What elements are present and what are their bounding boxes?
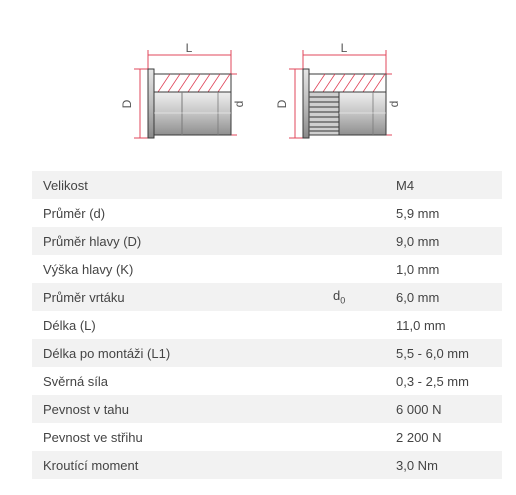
spec-value: 5,9 mm [396,199,502,227]
spec-row [32,283,502,311]
spec-symbol [333,311,396,339]
spec-row [32,171,502,199]
left-head-diameter-label: D [120,99,134,109]
spec-row [32,367,502,395]
spec-symbol [333,255,396,283]
spec-value: 3,0 Nm [396,451,502,479]
rivet-nut-drawing-smooth [120,41,246,138]
spec-symbol [333,199,396,227]
spec-row [32,227,502,255]
spec-row [32,255,502,283]
spec-row [32,395,502,423]
specifications-table [32,171,502,479]
spec-row [32,451,502,479]
spec-label: Velikost [32,171,333,199]
drawings-svg [0,0,516,160]
spec-label: Průměr (d) [32,199,333,227]
spec-label: Délka (L) [32,311,333,339]
technical-drawings [0,0,516,160]
spec-value: 9,0 mm [396,227,502,255]
spec-value: 5,5 - 6,0 mm [396,339,502,367]
spec-row [32,199,502,227]
left-length-label: L [185,41,193,55]
spec-row [32,339,502,367]
left-thread-diameter-label: d [232,100,246,108]
spec-symbol [333,227,396,255]
spec-value: M4 [396,171,502,199]
spec-label: Průměr hlavy (D) [32,227,333,255]
spec-symbol [333,395,396,423]
right-thread-diameter-label: d [387,100,401,108]
spec-label: Průměr vrtáku [32,283,333,311]
spec-label: Svěrná síla [32,367,333,395]
spec-value: 6 000 N [396,395,502,423]
spec-value: 0,3 - 2,5 mm [396,367,502,395]
spec-label: Kroutící moment [32,451,333,479]
right-head-diameter-label: D [275,99,289,109]
spec-value: 6,0 mm [396,283,502,311]
spec-label: Pevnost v tahu [32,395,333,423]
spec-label: Pevnost ve střihu [32,423,333,451]
spec-symbol [333,423,396,451]
spec-symbol [333,451,396,479]
right-length-label: L [340,41,348,55]
spec-label: Výška hlavy (K) [32,255,333,283]
spec-symbol-subscript: 0 [340,295,346,306]
spec-row [32,423,502,451]
spec-value: 11,0 mm [396,311,502,339]
spec-value: 1,0 mm [396,255,502,283]
spec-symbol [333,367,396,395]
rivet-nut-drawing-knurled [275,41,401,138]
spec-symbol [333,283,396,311]
spec-row [32,311,502,339]
spec-label: Délka po montáži (L1) [32,339,333,367]
spec-symbol [333,339,396,367]
spec-value: 2 200 N [396,423,502,451]
spec-symbol-main: d [333,288,341,304]
spec-symbol [333,171,396,199]
